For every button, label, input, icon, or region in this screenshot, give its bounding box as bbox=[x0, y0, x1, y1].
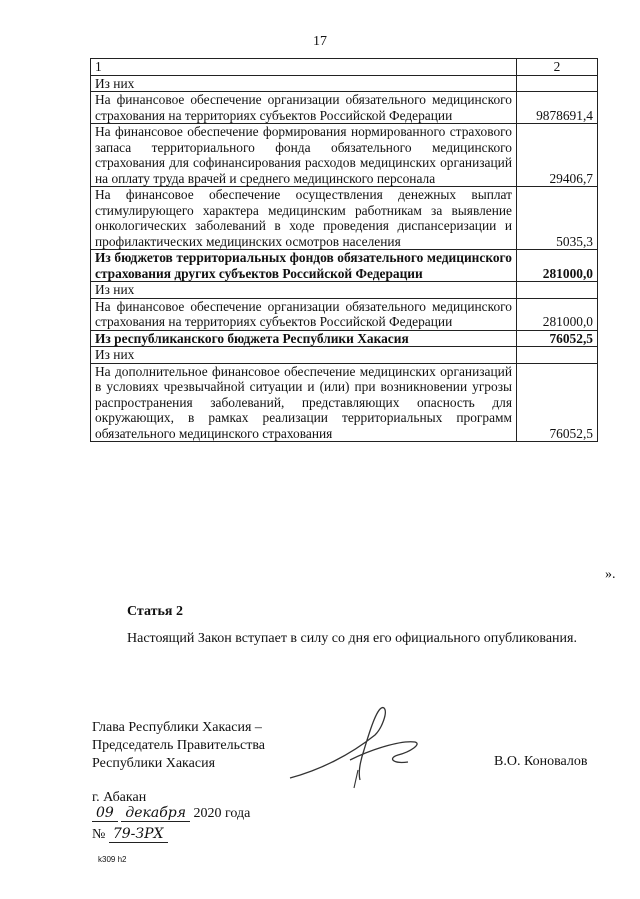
column-header-2: 2 bbox=[517, 59, 598, 76]
row-description: На финансовое обеспечение организации обязательного медицинского страхования на территориях субъектов Российской Федерации bbox=[91, 92, 517, 124]
row-description: Из них bbox=[91, 282, 517, 299]
date-day: 09 bbox=[92, 805, 118, 822]
signer-title-line: Председатель Правительства bbox=[92, 738, 265, 753]
column-header-1: 1 bbox=[91, 59, 517, 76]
row-value bbox=[517, 282, 598, 299]
article-text: Настоящий Закон вступает в силу со дня его официального опубликования. bbox=[127, 631, 577, 646]
city: г. Абакан bbox=[92, 790, 147, 805]
signer-title-line: Глава Республики Хакасия – bbox=[92, 720, 262, 735]
row-description: Из них bbox=[91, 347, 517, 364]
row-description: На дополнительное финансовое обеспечение медицинских организаций в условиях чрезвычайной ситуации и (или) при возникновении угрозы распространения заболеваний, представляющих опасность для окружающих, в рамках реализации территориальных программ обязательного медицинского страхования bbox=[91, 363, 517, 442]
law-number bbox=[92, 826, 168, 843]
table-row bbox=[91, 250, 598, 282]
row-value bbox=[517, 75, 598, 92]
row-value: 5035,3 bbox=[517, 187, 598, 250]
handwritten-signature bbox=[280, 700, 430, 790]
date-year: 2020 года bbox=[193, 806, 251, 821]
table-row bbox=[91, 330, 598, 347]
page-number: 17 bbox=[313, 34, 327, 49]
document-code: k309 h2 bbox=[98, 855, 127, 864]
number-value: 79-ЗРХ bbox=[109, 826, 168, 843]
row-value: 9878691,4 bbox=[517, 92, 598, 124]
row-value: 281000,0 bbox=[517, 250, 598, 282]
number-sign: № bbox=[92, 827, 106, 842]
article-title: Статья 2 bbox=[127, 604, 183, 619]
table-row bbox=[91, 75, 598, 92]
signer-title-line: Республики Хакасия bbox=[92, 756, 216, 771]
table-row bbox=[91, 347, 598, 364]
table-row bbox=[91, 282, 598, 299]
row-value: 76052,5 bbox=[517, 363, 598, 442]
signer-name: В.О. Коновалов bbox=[494, 754, 588, 769]
row-description: На финансовое обеспечение осуществления денежных выплат стимулирующего характера медицинским работникам за выявление онкологических заболеваний в ходе проведения диспансеризации и профилактических медицинских осмотров населения bbox=[91, 187, 517, 250]
table-row bbox=[91, 298, 598, 330]
row-description: На финансовое обеспечение организации обязательного медицинского страхования на территориях субъектов Российской Федерации bbox=[91, 298, 517, 330]
row-description: Из бюджетов территориальных фондов обязательного медицинского страхования других субъектов Российской Федерации bbox=[91, 250, 517, 282]
table-row bbox=[91, 124, 598, 187]
signing-date bbox=[92, 805, 250, 822]
table-row bbox=[91, 363, 598, 442]
row-value: 76052,5 bbox=[517, 330, 598, 347]
row-value: 29406,7 bbox=[517, 124, 598, 187]
table-row bbox=[91, 92, 598, 124]
closing-quote: ». bbox=[605, 567, 616, 582]
date-month: декабря bbox=[121, 805, 190, 822]
budget-table bbox=[90, 58, 598, 442]
table-row bbox=[91, 187, 598, 250]
row-description: На финансовое обеспечение формирования нормированного страхового запаса территориального фонда обязательного медицинского страхования для софинансирования расходов медицинских организаций на оплату труда врачей и среднего медицинского персонала bbox=[91, 124, 517, 187]
row-value bbox=[517, 347, 598, 364]
row-value: 281000,0 bbox=[517, 298, 598, 330]
row-description: Из них bbox=[91, 75, 517, 92]
row-description: Из республиканского бюджета Республики Хакасия bbox=[91, 330, 517, 347]
table-header-row bbox=[91, 59, 598, 76]
signer-title bbox=[92, 719, 265, 773]
